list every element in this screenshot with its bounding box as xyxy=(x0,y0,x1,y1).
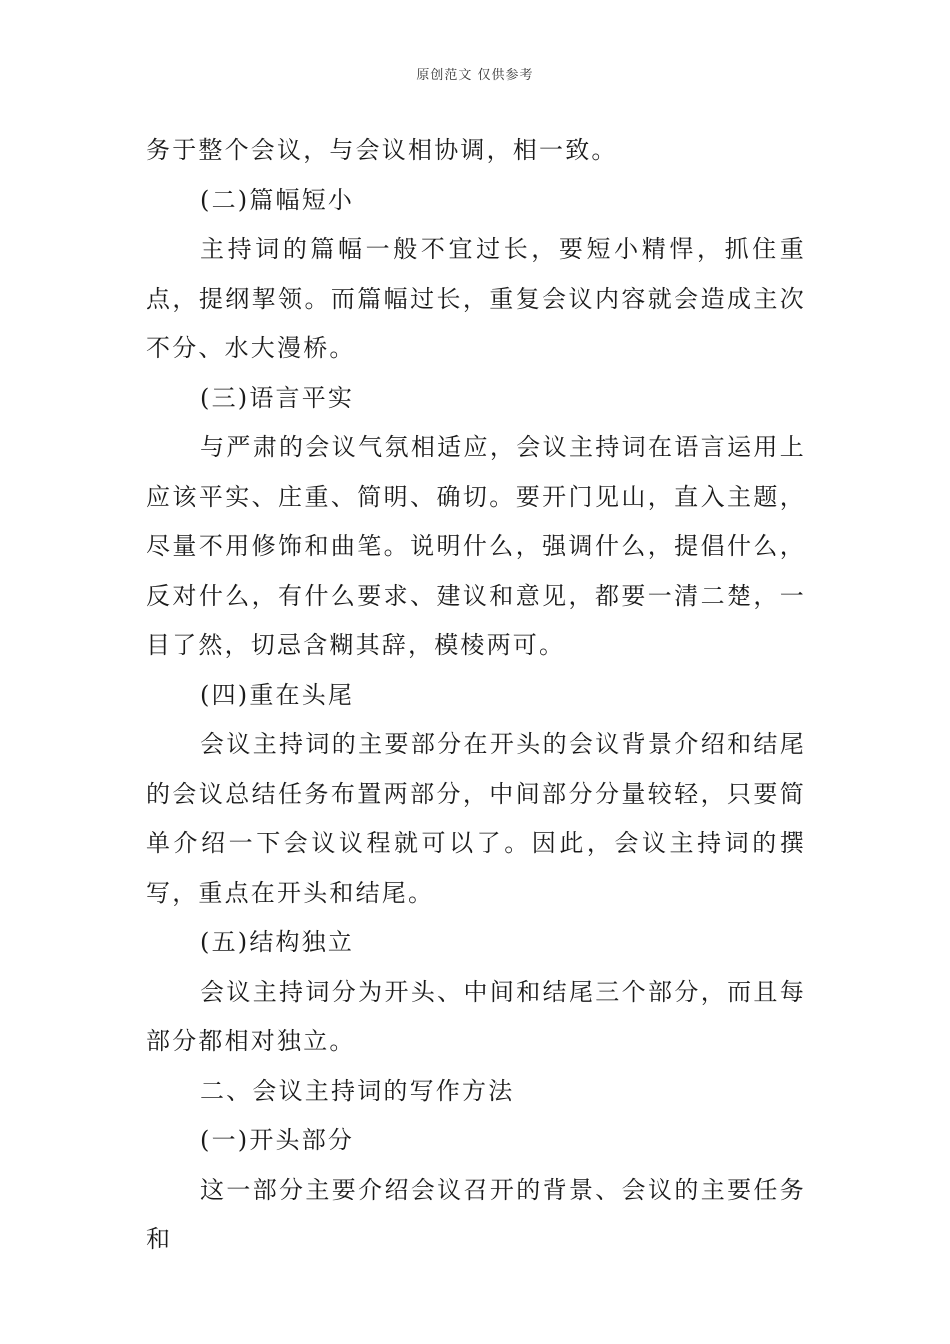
document-body xyxy=(146,126,806,1265)
paragraph-plain-language: 与严肃的会议气氛相适应，会议主持词在语言运用上应该平实、庄重、简明、确切。要开门见山，直入主题，尽量不用修饰和曲笔。说明什么，强调什么，提倡什么，反对什么，有什么要求、建议和意见，都要一清二楚，一目了然，切忌含糊其辞，模棱两可。 xyxy=(146,433,806,659)
section-heading-5: (五)结构独立 xyxy=(200,928,355,956)
paragraph-head-tail: 会议主持词的主要部分在开头的会议背景介绍和结尾的会议总结任务布置两部分，中间部分分量较轻，只要简单介绍一下会议议程就可以了。因此，会议主持词的撰写，重点在开头和结尾。 xyxy=(146,730,806,907)
section-heading-opening: (一)开头部分 xyxy=(200,1126,355,1154)
page-header: 原创范文 仅供参考 xyxy=(416,68,534,83)
section-heading-2: (二)篇幅短小 xyxy=(200,185,355,214)
paragraph-continuation: 务于整个会议，与会议相协调，相一致。 xyxy=(146,136,618,164)
section-heading-4: (四)重在头尾 xyxy=(200,680,355,709)
paragraph-brevity: 主持词的篇幅一般不宜过长，要短小精悍，抓住重点，提纲挈领。而篇幅过长，重复会议内容就会造成主次不分、水大漫桥。 xyxy=(146,235,806,362)
paragraph-opening-part: 这一部分主要介绍会议召开的背景、会议的主要任务和 xyxy=(146,1175,806,1253)
section-heading-3: (三)语言平实 xyxy=(200,383,355,412)
paragraph-structure: 会议主持词分为开头、中间和结尾三个部分，而且每部分都相对独立。 xyxy=(146,977,806,1055)
chapter-heading-writing-method: 二、会议主持词的写作方法 xyxy=(200,1076,515,1105)
